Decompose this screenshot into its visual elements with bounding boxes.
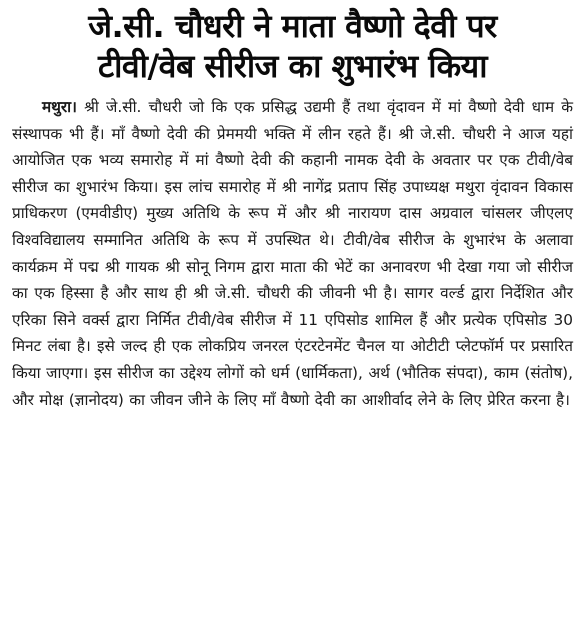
headline-line-1: जे.सी. चौधरी ने माता वैष्णो देवी पर <box>88 7 497 45</box>
article-body <box>12 94 573 413</box>
article-body-text: श्री जे.सी. चौधरी जो कि एक प्रसिद्ध उद्यमी हैं तथा वृंदावन में मां वैष्णो देवी धाम के संस्थापक भी हैं। माँ वैष्णो देवी की प्रेममयी भक्ति में लीन रहते हैं। श्री जे.सी. चौधरी ने आज यहां आयोजित एक भव्य समारोह में मां वैष्णो देवी की कहानी नामक देवी के अवतार पर एक टीवी/वेब सीरीज का शुभारंभ किया। इस लांच समारोह में श्री नागेंद्र प्रताप सिंह उपाध्यक्ष मथुरा वृंदावन विकास प्राधिकरण (एमवीडीए) मुख्य अतिथि के रूप में और श्री नारायण दास अग्रवाल चांसलर जीएलए विश्वविद्यालय सम्मानित अतिथि के रूप में उपस्थित थे। टीवी/वेब सीरीज के शुभारंभ के अलावा कार्यक्रम में पद्म श्री गायक श्री सोनू निगम द्वारा माता की भेटें का अनावरण भी देखा गया जो सीरीज का एक हिस्सा है और साथ ही श्री जे.सी. चौधरी की जीवनी भी है। सागर वर्ल्ड द्वारा निर्देशित और एरिका सिने वर्क्स द्वारा निर्मित टीवी/वेब सीरीज में 11 एपिसोड शामिल हैं और प्रत्येक एपिसोड 30 मिनट लंबा है। इसे जल्द ही एक लोकप्रिय जनरल एंटरटेनमेंट चैनल या ओटीटी प्लेटफॉर्म पर प्रसारित किया जाएगा। इस सीरीज का उद्देश्य लोगों को धर्म (धार्मिकता), अर्थ (भौतिक संपदा), काम (संतोष), और मोक्ष (ज्ञानोदय) का जीवन जीने के लिए माँ वैष्णो देवी का आशीर्वाद लेने के लिए प्रेरित करना है। <box>12 98 573 409</box>
dateline: मथुरा। <box>42 98 77 116</box>
headline-line-2: टीवी/वेब सीरीज का शुभारंभ किया <box>97 47 488 85</box>
headline <box>12 6 573 86</box>
